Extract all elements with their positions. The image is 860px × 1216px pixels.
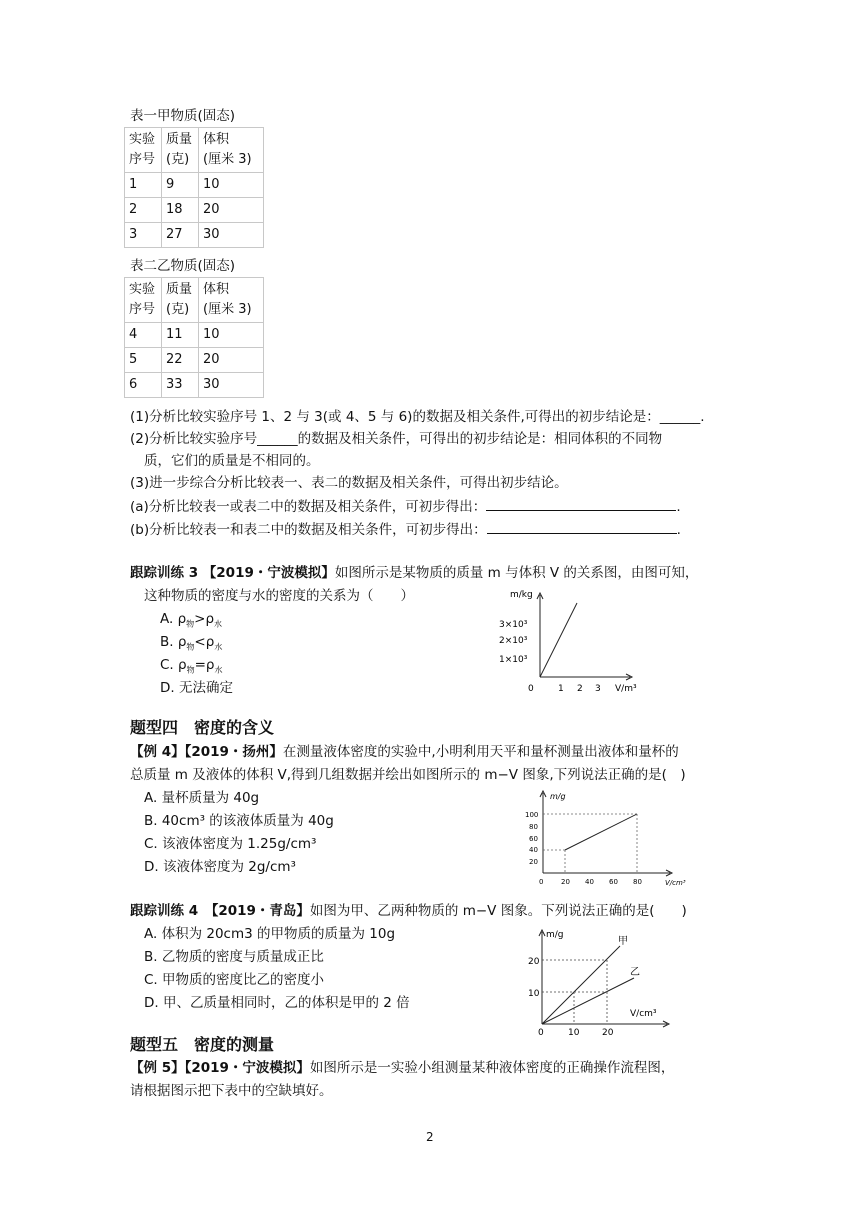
train4-line: 跟踪训练 4 【2019・青岛】如图为甲、乙两种物质的 m−V 图象。下列说法正确的是( ) xyxy=(130,903,687,919)
cell: 20 xyxy=(199,348,264,373)
cell: 22 xyxy=(162,348,199,373)
cell: 2 xyxy=(125,198,162,223)
y-tick: 60 xyxy=(529,835,538,843)
x-tick: 0 xyxy=(528,684,534,694)
cell: 27 xyxy=(162,223,199,248)
y-tick: 80 xyxy=(529,823,538,831)
x-tick: 20 xyxy=(561,878,570,886)
header-cell: 体积 (厘米 3) xyxy=(199,128,264,173)
option-c: C. 甲物质的密度比乙的密度小 xyxy=(144,972,325,988)
y-axis-label: m/g xyxy=(546,930,564,940)
series-label-yi: 乙 xyxy=(630,967,640,978)
header-cell: 体积 (厘米 3) xyxy=(199,278,264,323)
cell: 11 xyxy=(162,323,199,348)
table-row xyxy=(125,373,264,398)
x-tick: 80 xyxy=(633,878,642,886)
table2-caption: 表二乙物质(固态) xyxy=(130,258,236,274)
cell: 30 xyxy=(199,373,264,398)
x-tick: 10 xyxy=(568,1028,580,1035)
x-tick: 40 xyxy=(585,878,594,886)
option-d: D. 无法确定 xyxy=(160,680,233,696)
x-axis-label: V/cm³ xyxy=(630,1009,657,1019)
y-tick: 100 xyxy=(525,811,539,819)
cell: 18 xyxy=(162,198,199,223)
train3-chart xyxy=(495,585,655,700)
x-tick: 0 xyxy=(539,878,544,886)
x-axis-label: V/cm³ xyxy=(665,879,686,887)
table-row xyxy=(125,323,264,348)
table2 xyxy=(124,277,264,398)
table-row xyxy=(125,223,264,248)
cell: 5 xyxy=(125,348,162,373)
answer-blank[interactable] xyxy=(486,496,676,511)
train3-line1: 跟踪训练 3 【2019・宁波模拟】如图所示是某物质的质量 m 与体积 V 的关系图，由图可知， xyxy=(130,565,699,581)
example4-chart xyxy=(515,785,695,890)
x-tick: 1 xyxy=(558,684,564,694)
section4-title: 题型四 密度的含义 xyxy=(130,718,275,737)
question-3b: (b)分析比较表一和表二中的数据及相关条件，可初步得出： . xyxy=(130,519,681,540)
cell: 1 xyxy=(125,173,162,198)
example4-line1: 【例 4】【2019・扬州】在测量液体密度的实验中,小明利用天平和量杯测量出液体和量杯的 xyxy=(130,744,679,760)
option-c: C. 该液体密度为 1.25g/cm³ xyxy=(144,836,317,852)
cell: 9 xyxy=(162,173,199,198)
x-axis-label: V/m³ xyxy=(615,684,637,694)
table1 xyxy=(124,127,264,248)
table-row xyxy=(125,198,264,223)
option-b: B. 乙物质的密度与质量成正比 xyxy=(144,949,324,965)
x-tick: 2 xyxy=(577,684,583,694)
y-tick: 2×10³ xyxy=(499,636,528,646)
cell: 3 xyxy=(125,223,162,248)
question-3: (3)进一步综合分析比较表一、表二的数据及相关条件，可得出初步结论。 xyxy=(130,475,568,491)
cell: 30 xyxy=(199,223,264,248)
x-tick: 20 xyxy=(602,1028,614,1035)
table1-caption: 表一甲物质(固态) xyxy=(130,108,236,124)
y-tick: 20 xyxy=(529,858,538,866)
cell: 10 xyxy=(199,323,264,348)
question-1: (1)分析比较实验序号 1、2 与 3(或 4、5 与 6)的数据及相关条件,可得出的初步结论是：______. xyxy=(130,409,705,425)
answer-blank[interactable] xyxy=(487,519,677,534)
table-header-row xyxy=(125,278,264,323)
x-tick: 60 xyxy=(609,878,618,886)
section5-title: 题型五 密度的测量 xyxy=(130,1035,275,1054)
example5-line1: 【例 5】【2019・宁波模拟】如图所示是一实验小组测量某种液体密度的正确操作流程图， xyxy=(130,1060,675,1076)
y-tick: 40 xyxy=(529,846,538,854)
header-cell: 质量 (克) xyxy=(162,278,199,323)
x-tick: 3 xyxy=(595,684,601,694)
header-cell: 实验 序号 xyxy=(125,278,162,323)
cell: 33 xyxy=(162,373,199,398)
question-2-cont: 质，它们的质量是不相同的。 xyxy=(144,453,320,469)
option-c: C. $\rho_物=\rho_水$ xyxy=(160,657,223,675)
example5-line2: 请根据图示把下表中的空缺填好。 xyxy=(130,1083,333,1099)
option-b: B. $\rho_物<\rho_水$ xyxy=(160,634,223,652)
header-cell: 质量 (克) xyxy=(162,128,199,173)
example4-line2: 总质量 m 及液体的体积 V,得到几组数据并绘出如图所示的 m−V 图象,下列说法正确的是( ) xyxy=(130,767,686,783)
train4-chart xyxy=(522,920,672,1035)
cell: 10 xyxy=(199,173,264,198)
cell: 20 xyxy=(199,198,264,223)
option-b: B. 40cm³ 的该液体质量为 40g xyxy=(144,813,334,829)
page-number: 2 xyxy=(426,1130,434,1144)
y-tick: 20 xyxy=(528,957,540,967)
question-3a: (a)分析比较表一或表二中的数据及相关条件，可初步得出： . xyxy=(130,496,681,517)
y-tick: 3×10³ xyxy=(499,620,528,630)
option-a: A. 体积为 20cm3 的甲物质的质量为 10g xyxy=(144,926,396,942)
table-row xyxy=(125,173,264,198)
table-row xyxy=(125,348,264,373)
series-label-jia: 甲 xyxy=(618,936,628,947)
y-tick: 1×10³ xyxy=(499,655,528,665)
cell: 6 xyxy=(125,373,162,398)
header-cell: 实验 序号 xyxy=(125,128,162,173)
table-header-row xyxy=(125,128,264,173)
cell: 4 xyxy=(125,323,162,348)
option-d: D. 甲、乙质量相同时，乙的体积是甲的 2 倍 xyxy=(144,995,410,1011)
option-d: D. 该液体密度为 2g/cm³ xyxy=(144,859,296,875)
question-2: (2)分析比较实验序号______的数据及相关条件，可得出的初步结论是：相同体积的不同物 xyxy=(130,431,663,447)
train3-line2: 这种物质的密度与水的密度的关系为（ ） xyxy=(144,588,414,604)
option-a: A. $\rho_物>\rho_水$ xyxy=(160,611,223,629)
option-a: A. 量杯质量为 40g xyxy=(144,790,260,806)
x-tick: 0 xyxy=(538,1028,544,1035)
y-axis-label: m/kg xyxy=(510,590,533,600)
y-tick: 10 xyxy=(528,989,540,999)
y-axis-label: m/g xyxy=(550,792,566,801)
